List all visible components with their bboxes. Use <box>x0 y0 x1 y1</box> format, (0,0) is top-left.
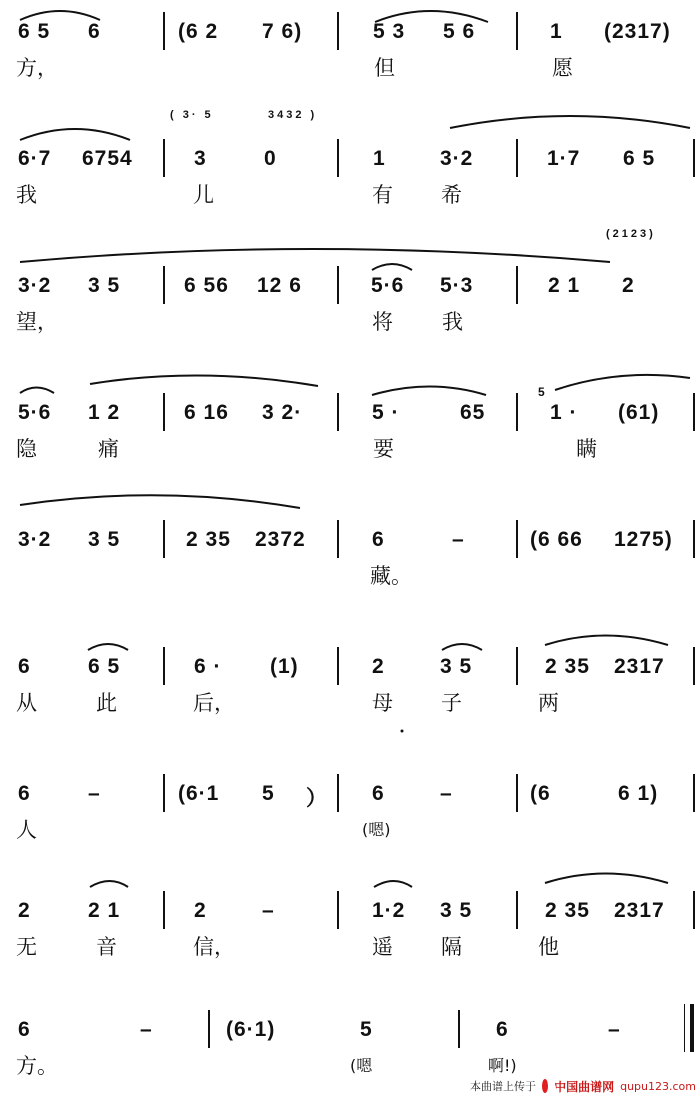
note-group: 2372 <box>255 528 306 551</box>
note-group: 6 <box>372 528 385 551</box>
notes-line <box>0 651 700 685</box>
note-group: 3 5 <box>440 655 473 678</box>
note-group: 3 5 <box>88 274 121 297</box>
note-group: (6 2 <box>178 20 219 43</box>
lyric-char: 啊!) <box>488 1056 517 1075</box>
score-annotation: ( 3· 5 <box>170 109 214 121</box>
note-group: 2 1 <box>88 899 121 922</box>
notes-line <box>0 1014 700 1048</box>
lyric-char: 方。 <box>16 1054 58 1078</box>
lyrics-line <box>0 52 700 82</box>
lyric-char: 但 <box>374 56 395 80</box>
slur <box>20 129 130 140</box>
bar-line <box>693 891 695 929</box>
note-group: – <box>440 782 453 805</box>
bar-line <box>163 139 165 177</box>
lyric-char: 此 <box>96 691 117 715</box>
slur <box>20 388 54 394</box>
slur <box>545 636 668 646</box>
slur <box>545 874 668 884</box>
lyric-char: 人 <box>16 818 37 842</box>
notes-line <box>0 16 700 50</box>
note-group: 6 · <box>194 655 222 678</box>
bar-line <box>337 393 339 431</box>
notes-line <box>0 895 700 929</box>
lyric-char: 望， <box>16 310 58 334</box>
note-group: 2 <box>194 899 207 922</box>
lyric-char: 儿 <box>193 183 214 207</box>
brand-domain[interactable]: qupu123.com <box>620 1079 696 1093</box>
bar-line <box>516 774 518 812</box>
lyric-char: 后， <box>193 691 235 715</box>
note-group: 12 6 <box>257 274 302 297</box>
bar-line <box>458 1010 460 1048</box>
note-group: 1 2 <box>88 401 121 424</box>
lyrics-line <box>0 433 700 463</box>
note-group: 2 <box>18 899 31 922</box>
lyrics-line <box>0 306 700 336</box>
bar-line <box>163 891 165 929</box>
note-group: 5 <box>360 1018 373 1041</box>
note-group: (2317) <box>604 20 671 43</box>
stray-dot <box>401 730 404 733</box>
note-group: – <box>262 899 275 922</box>
bar-line <box>337 774 339 812</box>
slur <box>450 116 690 128</box>
bar-line <box>516 393 518 431</box>
slur <box>88 644 128 650</box>
notes-line <box>0 270 700 304</box>
note-group: 3 5 <box>440 899 473 922</box>
red-logo-icon <box>542 1079 548 1093</box>
note-group: 5 6 <box>443 20 476 43</box>
lyric-char: 母 <box>372 691 393 715</box>
final-bar-line <box>690 1004 694 1052</box>
note-group: 6 5 <box>623 147 656 170</box>
bar-line <box>516 266 518 304</box>
notes-line <box>0 143 700 177</box>
note-group: 6·7 <box>18 147 52 170</box>
note-group: 6 5 <box>88 655 121 678</box>
bar-line <box>337 139 339 177</box>
note-group: 1·2 <box>372 899 406 922</box>
bar-line <box>693 774 695 812</box>
site-footer <box>470 1075 696 1097</box>
score-annotation: 3432 ) <box>268 109 318 121</box>
note-group: 5·6 <box>18 401 52 424</box>
note-group: 2 35 <box>545 655 590 678</box>
note-group: 6 <box>18 782 31 805</box>
lyric-char: 要 <box>373 437 394 461</box>
bar-line <box>208 1010 210 1048</box>
lyric-char: 希 <box>441 183 462 207</box>
lyric-char: 我 <box>16 183 37 207</box>
bar-line <box>163 12 165 50</box>
bar-line <box>163 647 165 685</box>
note-group: 3·2 <box>440 147 474 170</box>
lyrics-line <box>0 931 700 961</box>
note-group: 6 16 <box>184 401 229 424</box>
note-group: 2 35 <box>186 528 231 551</box>
note-group: 6754 <box>82 147 133 170</box>
lyric-char: (嗯 <box>350 1056 373 1075</box>
note-group: 1275) <box>614 528 673 551</box>
lyric-char: 隔 <box>441 935 462 959</box>
note-group: (6 <box>530 782 551 805</box>
brand-name[interactable]: 中国曲谱网 <box>554 1079 615 1094</box>
lyric-char: 音 <box>96 935 117 959</box>
note-group: (6·1) <box>226 1018 276 1041</box>
note-group: 5·3 <box>440 274 474 297</box>
note-group: 0 <box>264 147 277 170</box>
note-group: 1·7 <box>547 147 581 170</box>
note-group: 3·2 <box>18 274 52 297</box>
slur <box>20 495 300 508</box>
lyrics-line <box>0 814 700 844</box>
note-group: 2 <box>622 274 635 297</box>
lyric-char: 痛 <box>98 437 119 461</box>
slur <box>555 375 690 390</box>
note-group: 1 <box>373 147 386 170</box>
score-annotation: (2123) <box>606 228 656 240</box>
note-group: 2317 <box>614 655 665 678</box>
notes-line <box>0 778 700 812</box>
note-group: 1 <box>550 20 563 43</box>
lyric-char: 子 <box>441 691 462 715</box>
bar-line <box>516 139 518 177</box>
bar-line <box>693 647 695 685</box>
lyric-char: 愿 <box>552 56 573 80</box>
lyrics-line <box>0 560 700 590</box>
slur <box>442 644 482 650</box>
notes-line <box>0 524 700 558</box>
lyric-char: 遥 <box>372 935 393 959</box>
bar-line <box>163 520 165 558</box>
bar-line <box>337 647 339 685</box>
note-group: 6 <box>372 782 385 805</box>
grace-note: 5 <box>538 385 548 399</box>
notes-line <box>0 385 700 431</box>
note-group: ） <box>306 787 328 810</box>
lyric-char: 两 <box>538 691 559 715</box>
note-group: 3 <box>194 147 207 170</box>
note-group: 2 35 <box>545 899 590 922</box>
note-group: 6 <box>18 1018 31 1041</box>
bar-line <box>163 266 165 304</box>
slur <box>374 881 412 887</box>
bar-line <box>337 12 339 50</box>
note-group: – <box>88 782 101 805</box>
bar-line <box>337 266 339 304</box>
bar-line <box>693 393 695 431</box>
note-group: 65 <box>460 401 486 424</box>
note-group: 3 2· <box>262 401 303 424</box>
lyrics-line <box>0 687 700 717</box>
note-group: 6 <box>88 20 101 43</box>
note-group: – <box>140 1018 153 1041</box>
slur <box>90 375 318 386</box>
lyric-char: 他 <box>538 935 559 959</box>
note-group: 5·6 <box>371 274 405 297</box>
note-group: 1 · <box>550 401 578 424</box>
final-bar-line <box>684 1004 685 1052</box>
lyric-char: 隐 <box>16 437 37 461</box>
note-group: 6 5 <box>18 20 51 43</box>
lyric-char: 有 <box>372 183 393 207</box>
bar-line <box>516 12 518 50</box>
lyric-char: 将 <box>372 310 393 334</box>
note-group: 5 · <box>372 401 400 424</box>
bar-line <box>693 520 695 558</box>
bar-line <box>337 891 339 929</box>
lyric-char: (嗯) <box>362 820 391 839</box>
note-group: 6 56 <box>184 274 229 297</box>
slur <box>90 881 128 887</box>
note-group: – <box>608 1018 621 1041</box>
note-group: (6·1 <box>178 782 220 805</box>
slur <box>372 387 486 396</box>
lyric-char: 无 <box>16 935 37 959</box>
lyric-char: 瞒 <box>576 437 597 461</box>
bar-line <box>693 139 695 177</box>
note-group: 7 6) <box>262 20 303 43</box>
note-group: 5 <box>262 782 275 805</box>
note-group: – <box>452 528 465 551</box>
note-group: 5 3 <box>373 20 406 43</box>
lyrics-line <box>0 179 700 209</box>
bar-line <box>337 520 339 558</box>
note-group: 3 5 <box>88 528 121 551</box>
bar-line <box>516 520 518 558</box>
note-group: 6 <box>496 1018 509 1041</box>
footer-text: 本曲谱上传于 <box>470 1080 536 1093</box>
note-group: (61) <box>618 401 660 424</box>
note-group: 2 1 <box>548 274 581 297</box>
lyric-char: 信， <box>193 935 235 959</box>
lyric-char: 从 <box>16 691 37 715</box>
lyric-char: 藏。 <box>370 564 412 588</box>
lyric-char: 方， <box>16 56 58 80</box>
slur <box>20 249 610 262</box>
bar-line <box>516 891 518 929</box>
note-group: 6 <box>18 655 31 678</box>
lyric-char: 我 <box>442 310 463 334</box>
bar-line <box>516 647 518 685</box>
note-group: 2317 <box>614 899 665 922</box>
note-group: 2 <box>372 655 385 678</box>
note-group: 3·2 <box>18 528 52 551</box>
note-group: (6 66 <box>530 528 583 551</box>
note-group: (1) <box>270 655 299 678</box>
note-group: 6 1) <box>618 782 659 805</box>
bar-line <box>163 393 165 431</box>
bar-line <box>163 774 165 812</box>
